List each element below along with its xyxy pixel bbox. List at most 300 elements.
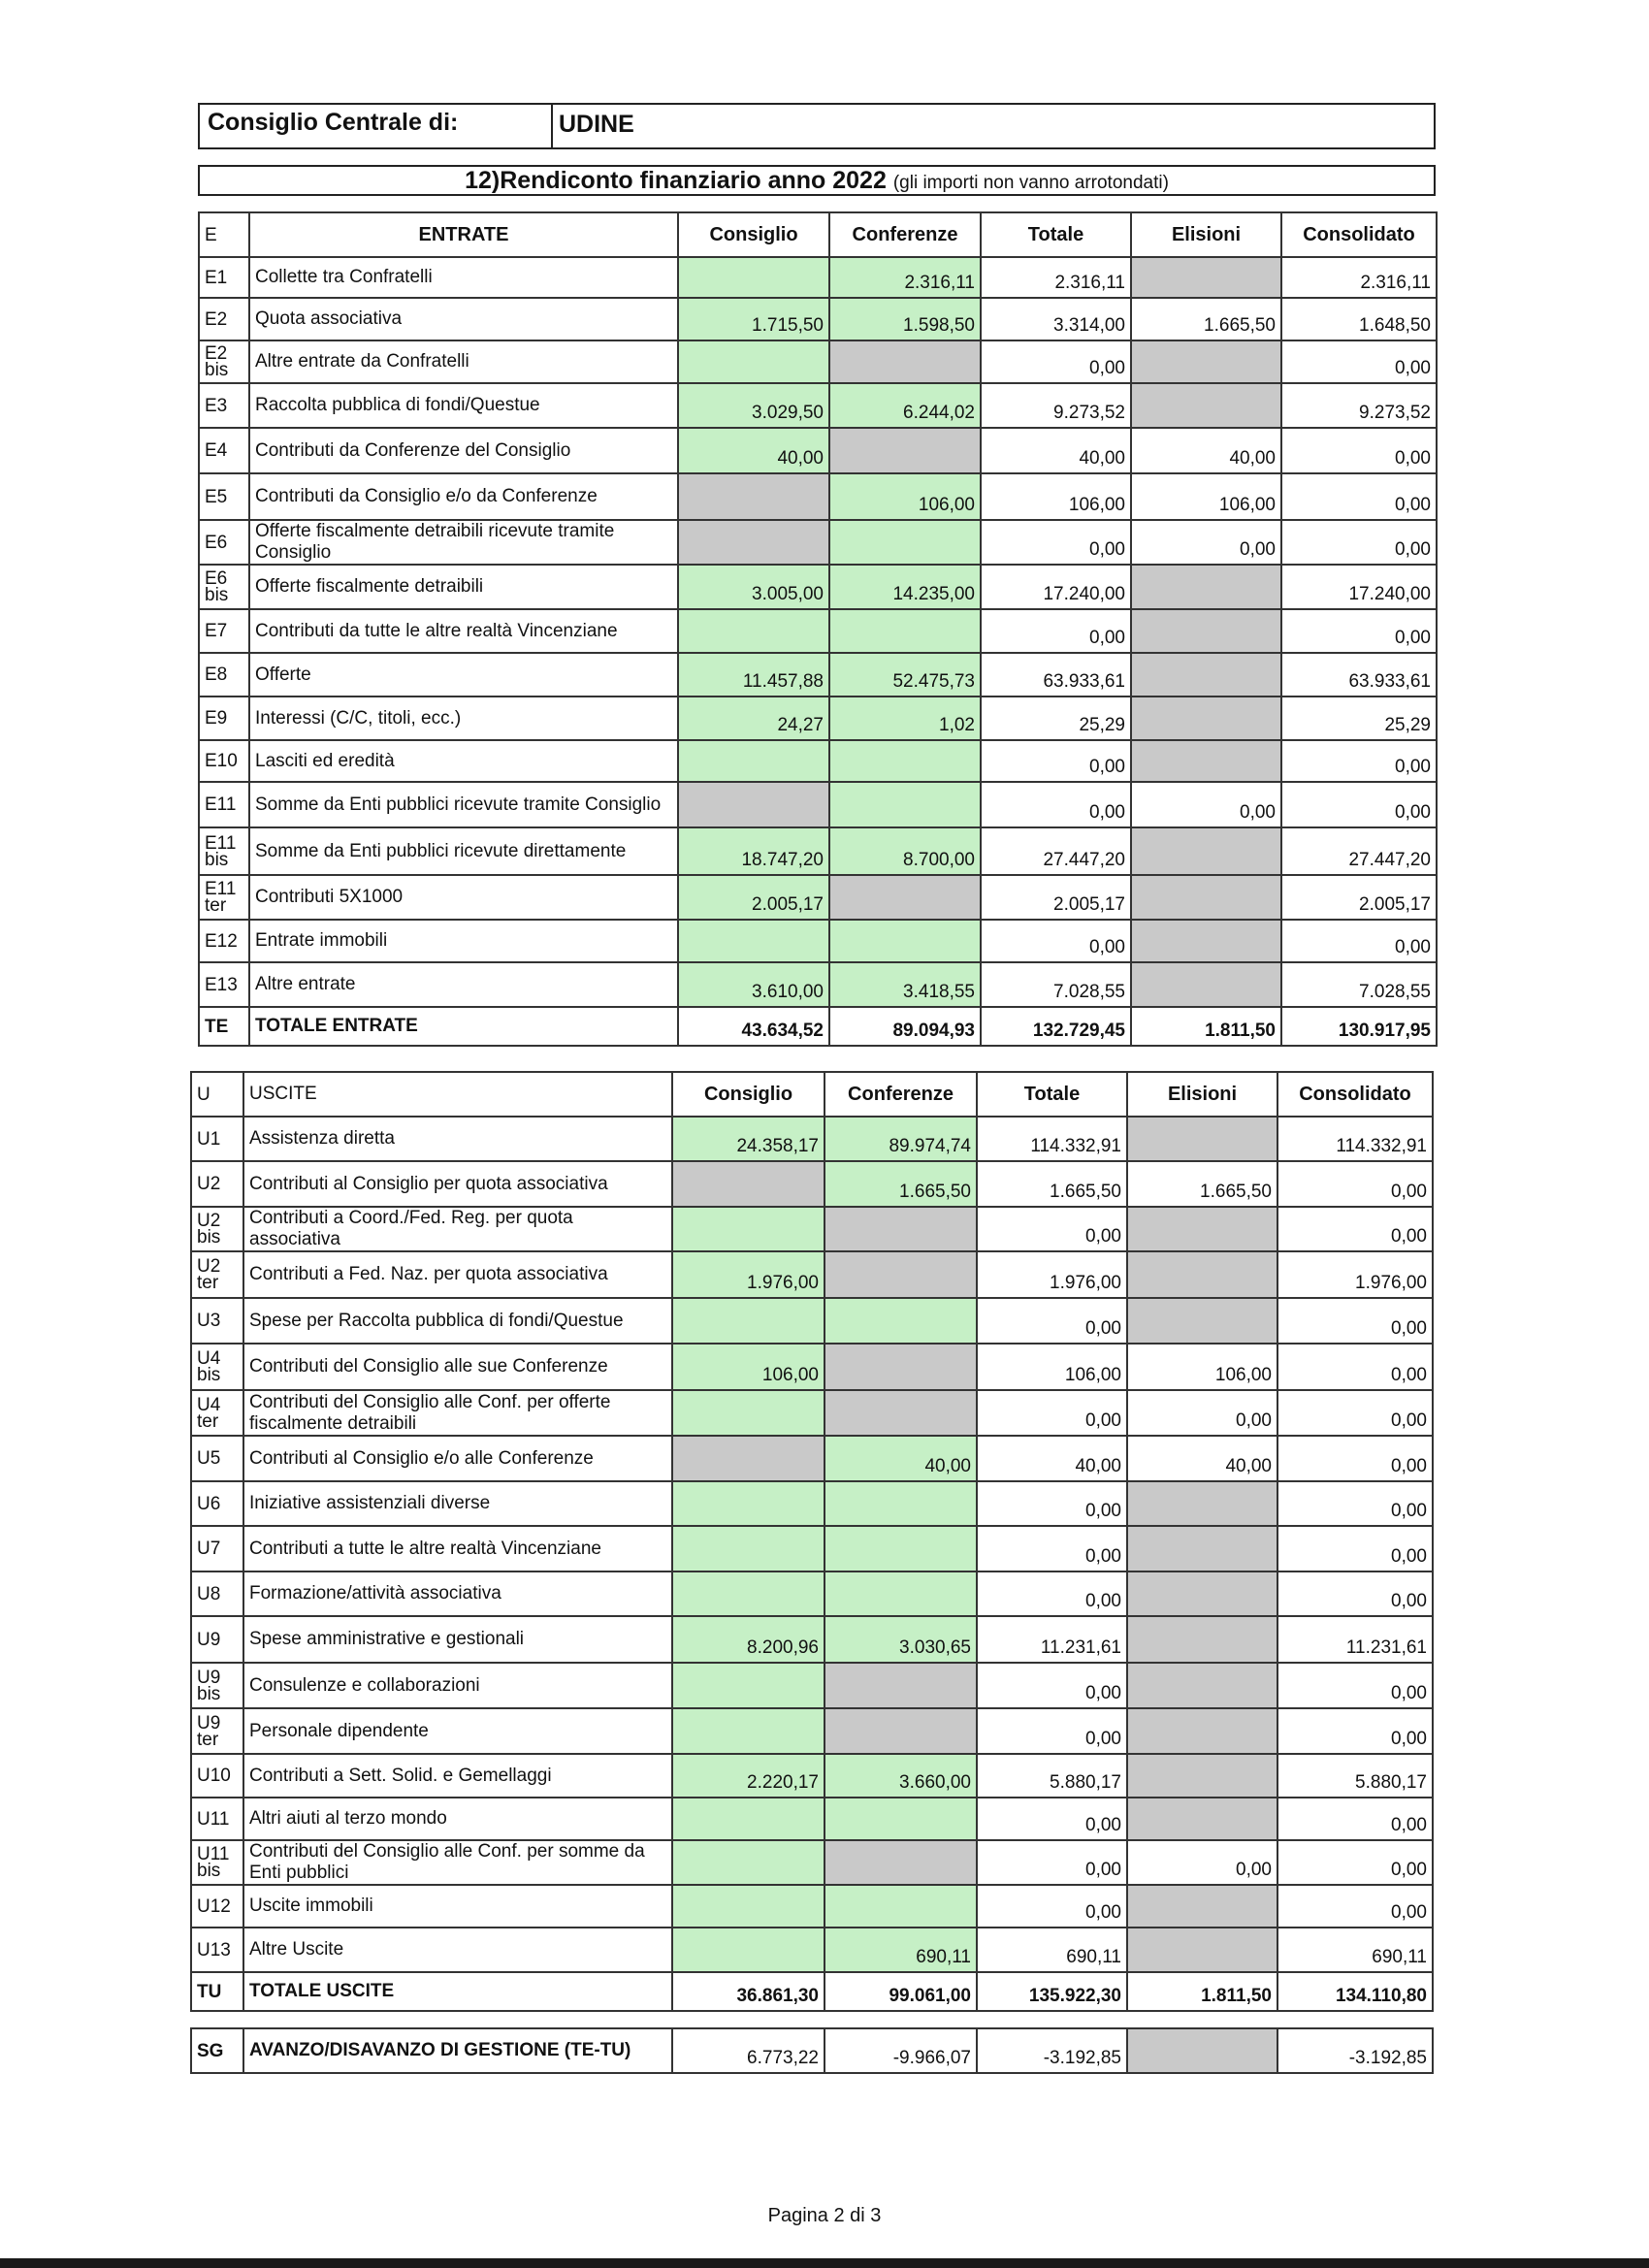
consiglio-value: 106,00 [672, 1344, 824, 1390]
row-label: Contributi a tutte le altre realtà Vincenziane [243, 1526, 672, 1571]
conferenze-value [829, 782, 981, 827]
table-row [191, 1663, 1433, 1708]
consolidato-value: 11.231,61 [1277, 1616, 1433, 1663]
table-row [199, 383, 1437, 428]
row-label: Altri aiuti al terzo mondo [243, 1798, 672, 1840]
totale-value: 0,00 [977, 1390, 1127, 1436]
consolidato-value: 0,00 [1277, 1344, 1433, 1390]
row-code: U2 bis [191, 1207, 243, 1251]
table-row [199, 875, 1437, 920]
totale-value: 0,00 [977, 1663, 1127, 1708]
consiglio-value [678, 609, 829, 653]
totale-value: 27.447,20 [981, 827, 1131, 875]
elisioni-value [1131, 609, 1281, 653]
table-row [199, 653, 1437, 697]
elisioni-value: 0,00 [1131, 782, 1281, 827]
row-label: Spese amministrative e gestionali [243, 1616, 672, 1663]
row-label: Altre entrate [249, 962, 678, 1007]
elisioni-value [1131, 962, 1281, 1007]
consolidato-value: 7.028,55 [1281, 962, 1437, 1007]
row-code: U8 [191, 1571, 243, 1616]
consiglio-value [678, 473, 829, 520]
consiglio-value: 3.029,50 [678, 383, 829, 428]
row-label: Contributi al Consiglio e/o alle Conferenze [243, 1436, 672, 1481]
column-header: Elisioni [1131, 212, 1281, 257]
row-label: Uscite immobili [243, 1885, 672, 1928]
conferenze-value [824, 1840, 977, 1885]
consolidato-value: 17.240,00 [1281, 565, 1437, 609]
table-row [191, 1526, 1433, 1571]
conferenze-value [824, 1663, 977, 1708]
consiglio-value [678, 340, 829, 383]
consiglio-value [672, 1207, 824, 1251]
consolidato-value: 0,00 [1281, 740, 1437, 782]
table-row [199, 827, 1437, 875]
row-label: Contributi del Consiglio alle sue Conferenze [243, 1344, 672, 1390]
totale-value: 0,00 [977, 1207, 1127, 1251]
totale-value: 114.332,91 [977, 1117, 1127, 1161]
conferenze-value [824, 1708, 977, 1754]
row-code: U4 bis [191, 1344, 243, 1390]
conferenze-value [824, 1390, 977, 1436]
elisioni-value [1127, 1207, 1277, 1251]
consolidato-value: 0,00 [1277, 1390, 1433, 1436]
conferenze-value: 8.700,00 [829, 827, 981, 875]
row-label: Altre Uscite [243, 1928, 672, 1972]
totale-value: 0,00 [981, 782, 1131, 827]
row-label: Spese per Raccolta pubblica di fondi/Questue [243, 1298, 672, 1344]
row-label: Somme da Enti pubblici ricevute tramite Consiglio [249, 782, 678, 827]
totale-value: 2.005,17 [981, 875, 1131, 920]
totale-value: 0,00 [981, 609, 1131, 653]
saldo-row [191, 2028, 1433, 2073]
consolidato-value: 114.332,91 [1277, 1117, 1433, 1161]
column-header: Totale [981, 212, 1131, 257]
consolidato-value: 1.648,50 [1281, 298, 1437, 340]
conferenze-value: 690,11 [824, 1928, 977, 1972]
consolidato-value: 0,00 [1281, 520, 1437, 565]
consiglio-value [672, 1390, 824, 1436]
conferenze-value [829, 520, 981, 565]
row-code: U1 [191, 1117, 243, 1161]
row-label: Contributi del Consiglio alle Conf. per somme da Enti pubblici [243, 1840, 672, 1885]
table-row [191, 1885, 1433, 1928]
elisioni-value [1127, 1526, 1277, 1571]
totale-value: 0,00 [977, 1298, 1127, 1344]
elisioni-value [1131, 653, 1281, 697]
elisioni-value [1131, 565, 1281, 609]
saldo-consolidato: -3.192,85 [1277, 2028, 1433, 2073]
row-label: Entrate immobili [249, 920, 678, 962]
table-row [191, 1481, 1433, 1526]
table-row [191, 1298, 1433, 1344]
total-elisioni: 1.811,50 [1131, 1007, 1281, 1046]
consolidato-value: 0,00 [1277, 1161, 1433, 1207]
row-code: U9 bis [191, 1663, 243, 1708]
consolidato-value: 27.447,20 [1281, 827, 1437, 875]
entrate-table [198, 211, 1438, 1047]
report-title-note: (gli importi non vanno arrotondati) [892, 173, 1169, 193]
total-consiglio: 43.634,52 [678, 1007, 829, 1046]
conferenze-value [824, 1526, 977, 1571]
consolidato-value: 0,00 [1277, 1481, 1433, 1526]
totale-value: 0,00 [981, 920, 1131, 962]
conferenze-value: 89.974,74 [824, 1117, 977, 1161]
consolidato-value: 1.976,00 [1277, 1251, 1433, 1298]
table-row [199, 565, 1437, 609]
table-row [191, 1708, 1433, 1754]
column-header: Totale [977, 1072, 1127, 1117]
row-label: Contributi a Coord./Fed. Reg. per quota associativa [243, 1207, 672, 1251]
row-code: E13 [199, 962, 249, 1007]
elisioni-value [1127, 1117, 1277, 1161]
totale-value: 25,29 [981, 697, 1131, 740]
total-row [191, 1972, 1433, 2011]
table-row [199, 473, 1437, 520]
consiglio-value [672, 1436, 824, 1481]
row-code: U4 ter [191, 1390, 243, 1436]
elisioni-value [1127, 1251, 1277, 1298]
row-code: E10 [199, 740, 249, 782]
consolidato-value: 0,00 [1281, 473, 1437, 520]
total-label: TOTALE ENTRATE [249, 1007, 678, 1046]
totale-value: 9.273,52 [981, 383, 1131, 428]
consiglio-value [672, 1298, 824, 1344]
conferenze-value [829, 340, 981, 383]
consiglio-value [672, 1840, 824, 1885]
table-row [191, 1616, 1433, 1663]
consiglio-value [672, 1526, 824, 1571]
elisioni-value [1127, 1616, 1277, 1663]
consiglio-value: 1.715,50 [678, 298, 829, 340]
row-code: U11 [191, 1798, 243, 1840]
totale-value: 0,00 [977, 1481, 1127, 1526]
consiglio-value [678, 920, 829, 962]
table-row [191, 1928, 1433, 1972]
consiglio-value: 24.358,17 [672, 1117, 824, 1161]
consolidato-value: 0,00 [1277, 1708, 1433, 1754]
row-label: Altre entrate da Confratelli [249, 340, 678, 383]
totale-value: 0,00 [981, 340, 1131, 383]
elisioni-value [1131, 383, 1281, 428]
consolidato-value: 63.933,61 [1281, 653, 1437, 697]
row-code: U7 [191, 1526, 243, 1571]
total-code: TE [199, 1007, 249, 1046]
conferenze-value: 1.665,50 [824, 1161, 977, 1207]
row-label: Contributi a Fed. Naz. per quota associativa [243, 1251, 672, 1298]
consiglio-value: 2.005,17 [678, 875, 829, 920]
row-label: Formazione/attività associativa [243, 1571, 672, 1616]
table-row [191, 1390, 1433, 1436]
totale-value: 3.314,00 [981, 298, 1131, 340]
conferenze-value [824, 1344, 977, 1390]
saldo-totale: -3.192,85 [977, 2028, 1127, 2073]
row-label: Contributi da Conferenze del Consiglio [249, 428, 678, 473]
conferenze-value [824, 1481, 977, 1526]
consiglio-value [678, 740, 829, 782]
totale-value: 690,11 [977, 1928, 1127, 1972]
conferenze-value: 3.030,65 [824, 1616, 977, 1663]
row-code: E1 [199, 257, 249, 298]
consolidato-value: 0,00 [1277, 1663, 1433, 1708]
elisioni-value [1127, 1571, 1277, 1616]
row-code: E9 [199, 697, 249, 740]
consolidato-value: 0,00 [1281, 920, 1437, 962]
totale-value: 63.933,61 [981, 653, 1131, 697]
conferenze-value: 1,02 [829, 697, 981, 740]
saldo-label: AVANZO/DISAVANZO DI GESTIONE (TE-TU) [243, 2028, 672, 2073]
conferenze-value: 1.598,50 [829, 298, 981, 340]
consolidato-value: 9.273,52 [1281, 383, 1437, 428]
row-label: Iniziative assistenziali diverse [243, 1481, 672, 1526]
consiglio-value [672, 1481, 824, 1526]
totale-value: 106,00 [981, 473, 1131, 520]
elisioni-value [1127, 1708, 1277, 1754]
consiglio-value: 40,00 [678, 428, 829, 473]
column-header: Consiglio [678, 212, 829, 257]
row-code: U5 [191, 1436, 243, 1481]
total-conferenze: 99.061,00 [824, 1972, 977, 2011]
consiglio-value: 3.610,00 [678, 962, 829, 1007]
saldo-conferenze: -9.966,07 [824, 2028, 977, 2073]
row-code: E11 bis [199, 827, 249, 875]
conferenze-value: 6.244,02 [829, 383, 981, 428]
row-label: Contributi del Consiglio alle Conf. per offerte fiscalmente detraibili [243, 1390, 672, 1436]
table-row [199, 740, 1437, 782]
table-row [191, 1436, 1433, 1481]
total-code: TU [191, 1972, 243, 2011]
elisioni-value [1131, 875, 1281, 920]
column-header: Conferenze [824, 1072, 977, 1117]
table-row [191, 1207, 1433, 1251]
conferenze-value: 40,00 [824, 1436, 977, 1481]
row-code: U13 [191, 1928, 243, 1972]
consiglio-value [672, 1663, 824, 1708]
elisioni-value [1127, 1798, 1277, 1840]
elisioni-value: 106,00 [1131, 473, 1281, 520]
totale-value: 40,00 [981, 428, 1131, 473]
saldo-consiglio: 6.773,22 [672, 2028, 824, 2073]
conferenze-value [829, 920, 981, 962]
table-row [191, 1754, 1433, 1798]
row-label: Quota associativa [249, 298, 678, 340]
consolidato-value: 0,00 [1281, 782, 1437, 827]
consolidato-value: 0,00 [1281, 609, 1437, 653]
conferenze-value [829, 875, 981, 920]
totale-value: 2.316,11 [981, 257, 1131, 298]
row-code: U9 [191, 1616, 243, 1663]
page-number: Pagina 2 di 3 [767, 2205, 882, 2226]
consolidato-value: 25,29 [1281, 697, 1437, 740]
consolidato-value: 5.880,17 [1277, 1754, 1433, 1798]
table-row [199, 257, 1437, 298]
conferenze-value [824, 1298, 977, 1344]
row-code: E8 [199, 653, 249, 697]
row-code: E6 bis [199, 565, 249, 609]
elisioni-value: 0,00 [1127, 1840, 1277, 1885]
conferenze-value [829, 428, 981, 473]
row-code: E11 ter [199, 875, 249, 920]
conferenze-value: 3.418,55 [829, 962, 981, 1007]
consolidato-value: 0,00 [1277, 1526, 1433, 1571]
table-row [199, 340, 1437, 383]
row-label: Lasciti ed eredità [249, 740, 678, 782]
table-row [191, 1161, 1433, 1207]
row-label: Contributi da Consiglio e/o da Conferenze [249, 473, 678, 520]
consiglio-value: 2.220,17 [672, 1754, 824, 1798]
table-row [199, 428, 1437, 473]
table-row [191, 1344, 1433, 1390]
table-row [191, 1571, 1433, 1616]
row-label: Offerte fiscalmente detraibili ricevute tramite Consiglio [249, 520, 678, 565]
elisioni-value: 40,00 [1127, 1436, 1277, 1481]
row-code: E12 [199, 920, 249, 962]
row-label: Assistenza diretta [243, 1117, 672, 1161]
elisioni-value: 106,00 [1127, 1344, 1277, 1390]
row-code: E4 [199, 428, 249, 473]
total-conferenze: 89.094,93 [829, 1007, 981, 1046]
row-code: U10 [191, 1754, 243, 1798]
consolidato-value: 0,00 [1277, 1436, 1433, 1481]
total-totale: 135.922,30 [977, 1972, 1127, 2011]
elisioni-value [1131, 697, 1281, 740]
consiglio-value: 24,27 [678, 697, 829, 740]
totale-value: 7.028,55 [981, 962, 1131, 1007]
table-row [191, 1840, 1433, 1885]
elisioni-value: 0,00 [1127, 1390, 1277, 1436]
totale-value: 106,00 [977, 1344, 1127, 1390]
conferenze-value: 3.660,00 [824, 1754, 977, 1798]
total-consolidato: 134.110,80 [1277, 1972, 1433, 2011]
saldo-table [190, 2027, 1434, 2074]
report-title-main: 12)Rendiconto finanziario anno 2022 [465, 167, 887, 194]
totale-value: 0,00 [977, 1571, 1127, 1616]
column-header: Consolidato [1277, 1072, 1433, 1117]
total-consiglio: 36.861,30 [672, 1972, 824, 2011]
column-header: Conferenze [829, 212, 981, 257]
header-row [199, 212, 1437, 257]
totale-value: 17.240,00 [981, 565, 1131, 609]
row-code: U9 ter [191, 1708, 243, 1754]
row-code: E2 bis [199, 340, 249, 383]
elisioni-value: 1.665,50 [1131, 298, 1281, 340]
elisioni-value: 40,00 [1131, 428, 1281, 473]
council-label: Consiglio Centrale di: [200, 105, 553, 147]
row-code: U12 [191, 1885, 243, 1928]
row-label: Interessi (C/C, titoli, ecc.) [249, 697, 678, 740]
elisioni-value [1131, 920, 1281, 962]
total-consolidato: 130.917,95 [1281, 1007, 1437, 1046]
consiglio-value [672, 1798, 824, 1840]
conferenze-value [824, 1798, 977, 1840]
consolidato-value: 0,00 [1277, 1885, 1433, 1928]
consiglio-value: 8.200,96 [672, 1616, 824, 1663]
row-code: E5 [199, 473, 249, 520]
table-row [199, 609, 1437, 653]
uscite-table [190, 1071, 1434, 2012]
saldo-code: SG [191, 2028, 243, 2073]
consolidato-value: 0,00 [1281, 340, 1437, 383]
totale-value: 40,00 [977, 1436, 1127, 1481]
row-label: Offerte fiscalmente detraibili [249, 565, 678, 609]
conferenze-value: 52.475,73 [829, 653, 981, 697]
table-row [191, 1798, 1433, 1840]
column-header: E [199, 212, 249, 257]
column-header: Elisioni [1127, 1072, 1277, 1117]
table-row [199, 920, 1437, 962]
totale-value: 0,00 [981, 740, 1131, 782]
column-header: ENTRATE [249, 212, 678, 257]
column-header: Consiglio [672, 1072, 824, 1117]
elisioni-value [1127, 1928, 1277, 1972]
consiglio-value: 18.747,20 [678, 827, 829, 875]
consolidato-value: 690,11 [1277, 1928, 1433, 1972]
column-header: U [191, 1072, 243, 1117]
elisioni-value [1131, 740, 1281, 782]
conferenze-value [824, 1207, 977, 1251]
consolidato-value: 2.316,11 [1281, 257, 1437, 298]
elisioni-value [1127, 1298, 1277, 1344]
conferenze-value [829, 609, 981, 653]
elisioni-value [1127, 1663, 1277, 1708]
row-code: U11 bis [191, 1840, 243, 1885]
elisioni-value [1127, 1885, 1277, 1928]
consiglio-value: 11.457,88 [678, 653, 829, 697]
totale-value: 0,00 [977, 1885, 1127, 1928]
table-row [199, 962, 1437, 1007]
consolidato-value: 0,00 [1277, 1298, 1433, 1344]
row-code: U2 ter [191, 1251, 243, 1298]
elisioni-value [1131, 257, 1281, 298]
conferenze-value: 14.235,00 [829, 565, 981, 609]
consiglio-value [672, 1571, 824, 1616]
scan-border [0, 2258, 1649, 2268]
consolidato-value: 0,00 [1277, 1207, 1433, 1251]
total-row [199, 1007, 1437, 1046]
totale-value: 0,00 [977, 1798, 1127, 1840]
row-code: E11 [199, 782, 249, 827]
totale-value: 11.231,61 [977, 1616, 1127, 1663]
consolidato-value: 0,00 [1277, 1571, 1433, 1616]
elisioni-value: 1.665,50 [1127, 1161, 1277, 1207]
consolidato-value: 2.005,17 [1281, 875, 1437, 920]
totale-value: 0,00 [977, 1526, 1127, 1571]
row-code: E2 [199, 298, 249, 340]
totale-value: 5.880,17 [977, 1754, 1127, 1798]
row-code: E6 [199, 520, 249, 565]
row-label: Contributi 5X1000 [249, 875, 678, 920]
row-code: E7 [199, 609, 249, 653]
total-label: TOTALE USCITE [243, 1972, 672, 2011]
table-row [191, 1251, 1433, 1298]
row-code: E3 [199, 383, 249, 428]
row-label: Collette tra Confratelli [249, 257, 678, 298]
elisioni-value [1131, 340, 1281, 383]
table-row [199, 298, 1437, 340]
consiglio-value [672, 1928, 824, 1972]
consiglio-value: 3.005,00 [678, 565, 829, 609]
row-label: Consulenze e collaborazioni [243, 1663, 672, 1708]
total-elisioni: 1.811,50 [1127, 1972, 1277, 2011]
conferenze-value [824, 1251, 977, 1298]
totale-value: 0,00 [981, 520, 1131, 565]
report-title [198, 165, 1436, 196]
conferenze-value [824, 1571, 977, 1616]
consolidato-value: 0,00 [1281, 428, 1437, 473]
consiglio-value [678, 782, 829, 827]
conferenze-value [829, 740, 981, 782]
row-code: U6 [191, 1481, 243, 1526]
